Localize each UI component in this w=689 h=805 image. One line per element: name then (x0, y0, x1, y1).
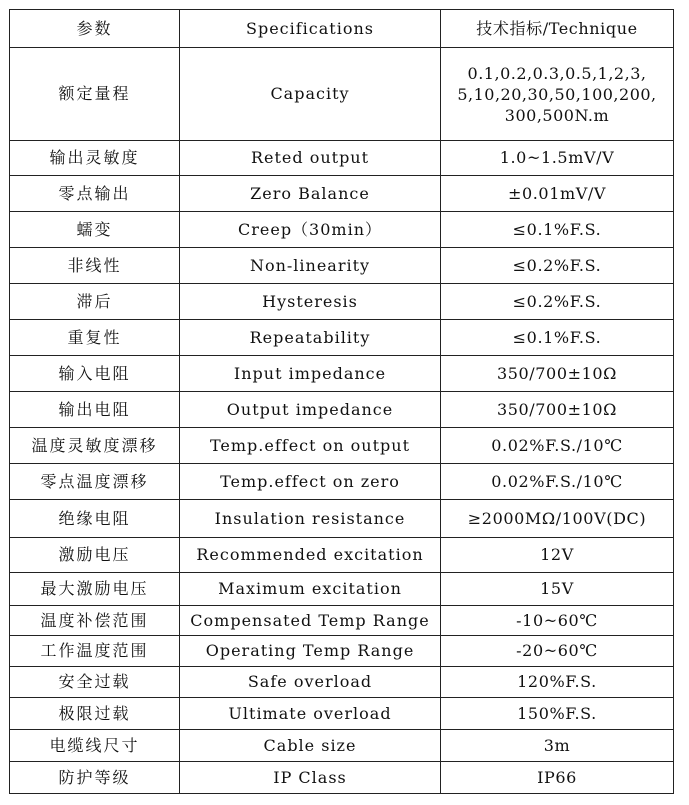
header-specifications: Specifications (180, 10, 441, 48)
table-row (10, 48, 674, 141)
row-value: 0.02%F.S./10℃ (441, 428, 674, 464)
row-value: 350/700±10Ω (441, 356, 674, 392)
value-multiline (457, 63, 656, 126)
row-spec-en: Compensated Temp Range (180, 606, 441, 636)
table-row (10, 667, 674, 698)
specifications-table (9, 9, 674, 794)
row-spec-en: Creep（30min） (180, 212, 441, 248)
row-param-cn: 极限过载 (10, 698, 180, 730)
row-value: 150%F.S. (441, 698, 674, 730)
row-spec-en: Operating Temp Range (180, 636, 441, 667)
table-row (10, 573, 674, 606)
table-row (10, 392, 674, 428)
table-row (10, 141, 674, 176)
row-param-cn: 安全过载 (10, 667, 180, 698)
table-row (10, 320, 674, 356)
row-param-cn: 温度灵敏度漂移 (10, 428, 180, 464)
row-spec-en: Recommended excitation (180, 538, 441, 573)
row-value: -20~60℃ (441, 636, 674, 667)
row-param-cn: 输出灵敏度 (10, 141, 180, 176)
row-param-cn: 输入电阻 (10, 356, 180, 392)
value-line: 300,500N.m (504, 105, 610, 125)
row-param-cn: 零点温度漂移 (10, 464, 180, 500)
row-param-cn: 零点输出 (10, 176, 180, 212)
row-spec-en: Non-linearity (180, 248, 441, 284)
table-row (10, 698, 674, 730)
row-value: -10~60℃ (441, 606, 674, 636)
row-value: 0.02%F.S./10℃ (441, 464, 674, 500)
row-param-cn: 绝缘电阻 (10, 500, 180, 538)
spec-sheet (9, 9, 674, 794)
table-row (10, 284, 674, 320)
row-spec-en: Temp.effect on output (180, 428, 441, 464)
table-row (10, 500, 674, 538)
row-param-cn: 激励电压 (10, 538, 180, 573)
row-param-cn: 温度补偿范围 (10, 606, 180, 636)
row-param-cn: 蠕变 (10, 212, 180, 248)
table-row (10, 248, 674, 284)
row-value: ≤0.1%F.S. (441, 212, 674, 248)
row-value: IP66 (441, 762, 674, 794)
row-param-cn: 非线性 (10, 248, 180, 284)
row-value: 350/700±10Ω (441, 392, 674, 428)
row-param-cn: 最大激励电压 (10, 573, 180, 606)
row-value: ≤0.2%F.S. (441, 284, 674, 320)
row-param-cn: 额定量程 (10, 48, 180, 141)
row-value: 3m (441, 730, 674, 762)
row-value: 12V (441, 538, 674, 573)
header-param: 参数 (10, 10, 180, 48)
row-spec-en: Insulation resistance (180, 500, 441, 538)
table-row (10, 538, 674, 573)
row-spec-en: Capacity (180, 48, 441, 141)
row-value: ±0.01mV/V (441, 176, 674, 212)
table-row (10, 464, 674, 500)
table-row (10, 606, 674, 636)
table-row (10, 428, 674, 464)
row-value: ≥2000MΩ/100V(DC) (441, 500, 674, 538)
row-value: ≤0.1%F.S. (441, 320, 674, 356)
row-spec-en: IP Class (180, 762, 441, 794)
row-spec-en: Maximum excitation (180, 573, 441, 606)
row-param-cn: 工作温度范围 (10, 636, 180, 667)
row-value: ≤0.2%F.S. (441, 248, 674, 284)
row-spec-en: Ultimate overload (180, 698, 441, 730)
row-spec-en: Output impedance (180, 392, 441, 428)
row-value (441, 48, 674, 141)
table-row (10, 176, 674, 212)
row-spec-en: Reted output (180, 141, 441, 176)
row-spec-en: Hysteresis (180, 284, 441, 320)
row-spec-en: Cable size (180, 730, 441, 762)
table-row (10, 356, 674, 392)
row-param-cn: 重复性 (10, 320, 180, 356)
table-row (10, 636, 674, 667)
row-param-cn: 防护等级 (10, 762, 180, 794)
row-value: 1.0~1.5mV/V (441, 141, 674, 176)
row-spec-en: Safe overload (180, 667, 441, 698)
row-value: 120%F.S. (441, 667, 674, 698)
row-param-cn: 滞后 (10, 284, 180, 320)
value-line: 5,10,20,30,50,100,200, (457, 84, 657, 104)
table-row (10, 212, 674, 248)
row-spec-en: Temp.effect on zero (180, 464, 441, 500)
table-header-row (10, 10, 674, 48)
table-row (10, 762, 674, 794)
value-line: 0.1,0.2,0.3,0.5,1,2,3, (467, 63, 647, 83)
row-param-cn: 输出电阻 (10, 392, 180, 428)
row-spec-en: Repeatability (180, 320, 441, 356)
row-value: 15V (441, 573, 674, 606)
header-technique: 技术指标/Technique (441, 10, 674, 48)
table-row (10, 730, 674, 762)
row-spec-en: Zero Balance (180, 176, 441, 212)
row-param-cn: 电缆线尺寸 (10, 730, 180, 762)
row-spec-en: Input impedance (180, 356, 441, 392)
